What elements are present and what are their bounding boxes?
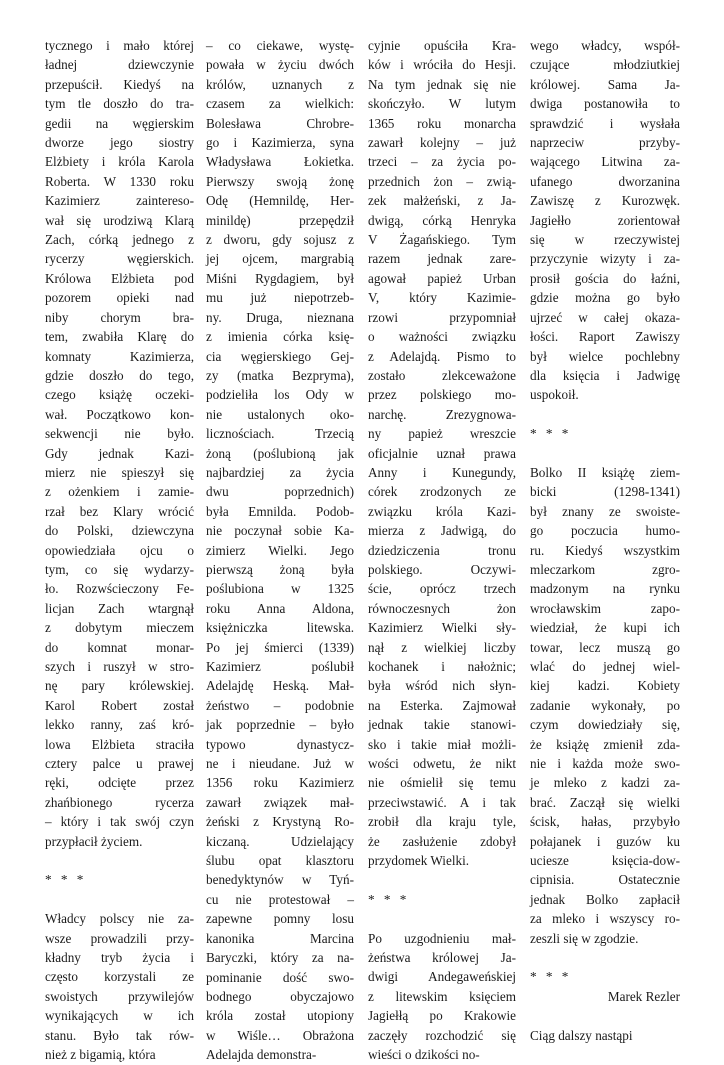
text-line: jednak takie stanowi-	[368, 717, 516, 733]
text-line: zimierz Wielki. Jego	[206, 542, 354, 558]
text-line: nął z wielkiej liczby	[368, 639, 516, 655]
section-separator: * * *	[530, 969, 572, 985]
text-line: się w rzeczywistej	[530, 232, 680, 248]
text-line: Miśni Rygdagiem, był	[206, 270, 354, 286]
text-line: kiej kadzi. Kobiety	[530, 678, 680, 694]
text-line: ny. Druga, nieznana	[206, 309, 354, 325]
text-line: licjan Zach wtargnął	[45, 600, 194, 616]
text-line: żoną (poślubioną jak	[206, 445, 354, 461]
text-line: z imienia córka księ-	[206, 329, 354, 345]
text-line: z litewskim księciem	[368, 988, 516, 1004]
text-line: często korzystali ze	[45, 969, 194, 985]
text-line: towar, lecz muszą go	[530, 639, 680, 655]
text-line: bicki (1298-1341)	[530, 484, 680, 500]
text-line: cia węgierskiego Gej-	[206, 348, 354, 364]
text-line: ładnej dziewczynie	[45, 57, 194, 73]
text-line: Po jej śmierci (1339)	[206, 639, 354, 655]
text-line: zhańbionego rycerza	[45, 794, 194, 810]
text-line: ręki, odcięte przez	[45, 775, 194, 791]
text-line: kanonika Marcina	[206, 930, 354, 946]
text-line: go poczucia humo-	[530, 523, 680, 539]
text-line: nież z bigamią, która	[45, 1047, 156, 1063]
text-line: – który i tak swój czyn	[45, 814, 194, 830]
text-line: ru. Kiedyś wszystkim	[530, 542, 680, 558]
text-line: Zach, córką jednego z	[45, 232, 194, 248]
text-line: Odę (Hemnildę, Her-	[206, 193, 354, 209]
paragraph-gap	[530, 948, 680, 967]
text-line: narchę. Zrezygnowa-	[368, 406, 516, 422]
text-line: 1356 roku Kazimierz	[206, 775, 354, 791]
text-line: poślubiona w 1325	[206, 581, 354, 597]
text-line: zadanie wykonały, po	[530, 697, 680, 713]
text-line: lowa Elżbieta straciła	[45, 736, 194, 752]
text-line: mierz nie spieszył się	[45, 464, 194, 480]
text-line: ścisk, hałas, przybyło	[530, 814, 680, 830]
text-line: tycznego i mało której	[45, 38, 194, 53]
text-line: zek małżeński, z Ja-	[368, 193, 516, 209]
text-line: gdzie można go było	[530, 290, 680, 306]
text-line: do Polski, dziewczyna	[45, 523, 194, 539]
text-line: Królowa Elżbieta pod	[45, 270, 194, 286]
text-line: sprawdzić i wysłała	[530, 115, 680, 131]
text-line: sko i takie miał możli-	[368, 736, 516, 752]
text-line: na Esterka. Zajmował	[368, 697, 516, 713]
text-line: za mleko i wszyscy ro-	[530, 911, 680, 927]
text-line: Pierwszy swoją żonę	[206, 173, 354, 189]
text-line: mleczarkom zgro-	[530, 561, 680, 577]
text-line: Jagiełłą po Krakowie	[368, 1008, 516, 1024]
text-line: nie poczynał sobie Ka-	[206, 523, 354, 539]
paragraph-gap	[45, 851, 194, 870]
text-line: wrocławskim zapo-	[530, 600, 680, 616]
text-line: czasem za wielkich:	[206, 96, 354, 112]
text-line: wał się urodziwą Klarą	[45, 212, 194, 228]
text-line: je mleko z kadzi za-	[530, 775, 680, 791]
text-line: żeństwo – podobnie	[206, 697, 354, 713]
text-line: niby chorym bra-	[45, 309, 194, 325]
text-line: Jagiełło zorientował	[530, 212, 680, 228]
text-line: madzonym na rynku	[530, 581, 680, 597]
text-line: dwiga postanowiła to	[530, 96, 680, 112]
text-line: minildę) przepędził	[206, 212, 354, 228]
text-line: nie ustalonych oko-	[206, 406, 354, 422]
text-line: rzowi przypomniał	[368, 309, 516, 325]
text-line: ślubu opat klasztoru	[206, 853, 354, 869]
text-line: był znany ze swoiste-	[530, 503, 680, 519]
text-line: jak poprzednie – było	[206, 717, 354, 733]
text-line: dziedziczenia tronu	[368, 542, 516, 558]
text-line: Adelajda demonstra-	[206, 1047, 317, 1063]
text-line: Elżbiety i króla Karola	[45, 154, 194, 170]
text-line: ście, oprócz trzech	[368, 581, 516, 597]
text-line: – co ciekawe, wystę-	[206, 38, 354, 53]
text-line: uciesze księcia-dow-	[530, 853, 680, 869]
text-line: agował papież Urban	[368, 270, 516, 286]
text-line: jednak Bolko zapłacił	[530, 891, 680, 907]
text-line: wieści o dzikości no-	[368, 1047, 480, 1063]
text-line: ujrzeć w całej okaza-	[530, 309, 680, 325]
text-line: cu nie protestował –	[206, 891, 354, 907]
text-line: tym tle doszło do tra-	[45, 96, 194, 112]
text-line: Kazimierz zaintereso-	[45, 193, 194, 209]
text-line: dwu poprzednich)	[206, 484, 354, 500]
text-line: V Żagańskiego. Tym	[368, 232, 516, 248]
text-line: wsze prowadzili przy-	[45, 930, 194, 946]
text-line: czego książę oczeki-	[45, 387, 194, 403]
text-line: żeński z Krystyną Ro-	[206, 814, 354, 830]
text-line: swoistych przywilejów	[45, 988, 194, 1004]
text-line: zy (matka Bezpryma),	[206, 367, 354, 383]
text-line: pierwszą żoną była	[206, 561, 354, 577]
text-line: zostało zlekceważone	[368, 367, 516, 383]
text-line: roku Anna Aldona,	[206, 600, 354, 616]
text-line: czujące młodziutkiej	[530, 57, 680, 73]
text-line: wlać do jednej wiel-	[530, 658, 680, 674]
text-line: pominanie dość swo-	[206, 969, 354, 985]
text-line: dwigi Andegaweńskiej	[368, 969, 516, 985]
text-line: był wielce pochlebny	[530, 348, 680, 364]
text-line: ków i wróciła do Hesji.	[368, 57, 516, 73]
text-line: córek zrodzonych ze	[368, 484, 516, 500]
text-line: żeństwa królowej Ja-	[368, 950, 516, 966]
text-column-4	[530, 36, 680, 1045]
text-line: księżniczka litewska.	[206, 620, 354, 636]
text-line: łości. Raport Zawiszy	[530, 329, 680, 345]
text-line: nie i każda może swo-	[530, 756, 680, 771]
text-line: mierza z Jadwigą, do	[368, 523, 516, 539]
text-line: kochanek i nałożnic;	[368, 659, 516, 674]
text-column-3	[368, 36, 516, 1065]
text-line: związku króla Kazi-	[368, 503, 516, 519]
text-line: równoczesnych żon	[368, 600, 516, 616]
text-line: czym dowiedziały się,	[530, 717, 680, 733]
paragraph-gap	[530, 444, 680, 463]
text-line: kładny tryb życia i	[45, 950, 194, 966]
text-line: ny papież wreszcie	[368, 426, 516, 442]
text-line: najbardziej za życia	[206, 464, 354, 480]
text-line: cyjnie opuściła Kra-	[368, 38, 516, 53]
text-line: z Adelajdą. Pismo to	[368, 348, 516, 364]
text-line: Anny i Kunegundy,	[368, 464, 516, 480]
text-line: Roberta. W 1330 roku	[45, 173, 194, 189]
text-line: oficjalnie uznał prawa	[368, 445, 516, 461]
text-line: z dworu, gdy sojusz z	[206, 232, 354, 248]
text-column-1	[45, 36, 194, 1065]
text-line: wającego Litwina za-	[530, 154, 680, 170]
text-line: że książę zmienił zda-	[530, 736, 680, 752]
author-signature: Marek Rezler	[607, 988, 680, 1004]
text-line: była Emnilda. Podob-	[206, 503, 354, 519]
text-line: gedii na węgierskim	[45, 115, 194, 131]
text-line: tem, zwabiła Klarę do	[45, 329, 194, 345]
text-line: o ważności związku	[368, 329, 516, 345]
text-line: brać. Zaczął się wielki	[530, 794, 680, 810]
text-line: tym, co się wydarzy-	[45, 561, 194, 577]
text-line: nie ośmielił się temu	[368, 775, 516, 791]
text-line: do komnat monar-	[45, 639, 194, 655]
text-line: Bolesława Chrobre-	[206, 115, 354, 131]
paragraph-gap	[368, 909, 516, 928]
text-line: razem jednak zare-	[368, 251, 516, 267]
text-line: w Wiśle… Obrażona	[206, 1027, 354, 1043]
text-line: wał. Początkowo kon-	[45, 406, 194, 422]
text-line: Bolko II książę ziem-	[530, 464, 680, 480]
text-line: zawarł związek mał-	[206, 794, 354, 810]
text-line: naprzeciw przyby-	[530, 135, 680, 151]
text-line: królowej. Sama Ja-	[530, 76, 680, 92]
text-line: bodnego obyczajowo	[206, 988, 354, 1004]
text-line: ufanego dworzanina	[530, 173, 680, 189]
text-line: króla został utopiony	[206, 1008, 354, 1024]
text-line: przez polskiego mo-	[368, 387, 516, 403]
text-line: kiczaną. Udzielający	[206, 833, 354, 849]
text-line: ne i nieudane. Już w	[206, 756, 354, 772]
text-line: szych i ruszył w stro-	[45, 659, 194, 674]
text-line: Zawiszę z Kurozwęk.	[530, 193, 680, 209]
section-separator: * * *	[530, 426, 572, 442]
text-line: podzieliła los Ody w	[206, 387, 354, 403]
section-separator: * * *	[368, 891, 410, 907]
text-line: sekwencji nie było.	[45, 426, 194, 442]
text-line: Władysława Łokietka.	[206, 154, 354, 170]
text-line: uspokoił.	[530, 387, 579, 403]
text-line: jej ojcem, margrabią	[206, 251, 354, 267]
text-line: Baryczki, który za na-	[206, 950, 354, 966]
text-line: że zasłużenie zdobył	[368, 833, 516, 849]
text-line: trzeci – za życia po-	[368, 154, 516, 170]
text-line: powała w życiu dwóch	[206, 57, 354, 73]
text-line: go i Kazimierza, syna	[206, 135, 354, 151]
text-line: wiedział, że kupi ich	[530, 620, 680, 636]
text-line: zawarł kolejny – już	[368, 135, 516, 151]
text-line: zaczęły rozchodzić się	[368, 1027, 516, 1043]
text-line: Gdy jednak Kazi-	[45, 445, 194, 461]
text-line: polskiego. Oczywi-	[368, 561, 516, 577]
text-line: nę pary królewskiej.	[45, 678, 194, 694]
text-line: lekko ranny, zaś kró-	[45, 717, 194, 733]
text-line: przydomek Wielki.	[368, 853, 470, 869]
text-line: pozorem opieki nad	[45, 290, 194, 306]
text-line: przeciwstawić. A i tak	[368, 794, 516, 810]
text-line: rzał bez Klary wrócić	[45, 503, 194, 519]
text-line: wynikających w ich	[45, 1008, 194, 1024]
text-line: mu już niepotrzeb-	[206, 290, 354, 306]
text-line: przypłacił życiem.	[45, 833, 143, 849]
text-line: komnaty Kazimierza,	[45, 348, 194, 364]
text-line: Ciąg dalszy nastąpi	[530, 1027, 633, 1043]
text-line: wego władcy, współ-	[530, 38, 680, 53]
section-separator: * * *	[45, 872, 87, 888]
text-line: cztery palce u prawej	[45, 756, 194, 772]
text-line: 1365 roku monarcha	[368, 115, 516, 131]
text-line: dworze jego siostry	[45, 135, 194, 151]
text-line: dla księcia i Jadwigę	[530, 367, 680, 383]
text-line: skończyło. W lutym	[368, 96, 516, 112]
text-line: przyczynie wizyty i za-	[530, 251, 680, 267]
paragraph-gap	[45, 890, 194, 909]
text-line: wości odwetu, że nikt	[368, 756, 516, 772]
text-line: benedyktynów w Tyń-	[206, 872, 354, 888]
text-line: gdzie doszło do tego,	[45, 367, 194, 383]
text-line: z ożenkiem i zamie-	[45, 484, 194, 500]
text-line: połajanek i guzów ku	[530, 833, 680, 849]
text-line: stanu. Było tak rów-	[45, 1027, 194, 1043]
text-column-2	[206, 36, 354, 1065]
text-line: przednich żon – zwią-	[368, 173, 516, 189]
text-line: zapewne pomny losu	[206, 911, 354, 927]
text-line: z dobytym mieczem	[45, 620, 194, 636]
paragraph-gap	[530, 1006, 680, 1025]
text-line: Kazimierz poślubił	[206, 659, 354, 674]
text-line: licznościach. Trzecią	[206, 426, 354, 442]
text-line: V, który Kazimie-	[368, 290, 516, 306]
text-line: zrobił dla kraju tyle,	[368, 814, 516, 830]
text-line: królów, uznanych z	[206, 76, 354, 92]
text-line: Kazimierz Wielki sły-	[368, 620, 516, 636]
text-line: typowo dynastycz-	[206, 736, 354, 752]
text-line: Adelajdę Heską. Mał-	[206, 678, 354, 694]
text-line: Karol Robert został	[45, 697, 194, 713]
text-line: prosił gościa do łaźni,	[530, 270, 680, 286]
text-line: była wśród nich słyn-	[368, 678, 516, 694]
paragraph-gap	[368, 870, 516, 889]
text-line: dwigą, córką Henryka	[368, 212, 516, 228]
text-line: ło. Rozwścieczony Fe-	[45, 581, 194, 597]
text-line: cipnisia. Ostatecznie	[530, 872, 680, 888]
text-line: opowiedziała ojcu o	[45, 542, 194, 558]
text-line: przepuścił. Kiedyś na	[45, 76, 194, 92]
text-line: zeszli się w zgodzie.	[530, 930, 639, 946]
text-line: Po uzgodnieniu mał-	[368, 930, 516, 946]
text-line: Na tym jednak się nie	[368, 76, 516, 92]
paragraph-gap	[530, 405, 680, 424]
text-line: rycerzy węgierskich.	[45, 251, 194, 267]
text-line: Władcy polscy nie za-	[45, 911, 194, 927]
